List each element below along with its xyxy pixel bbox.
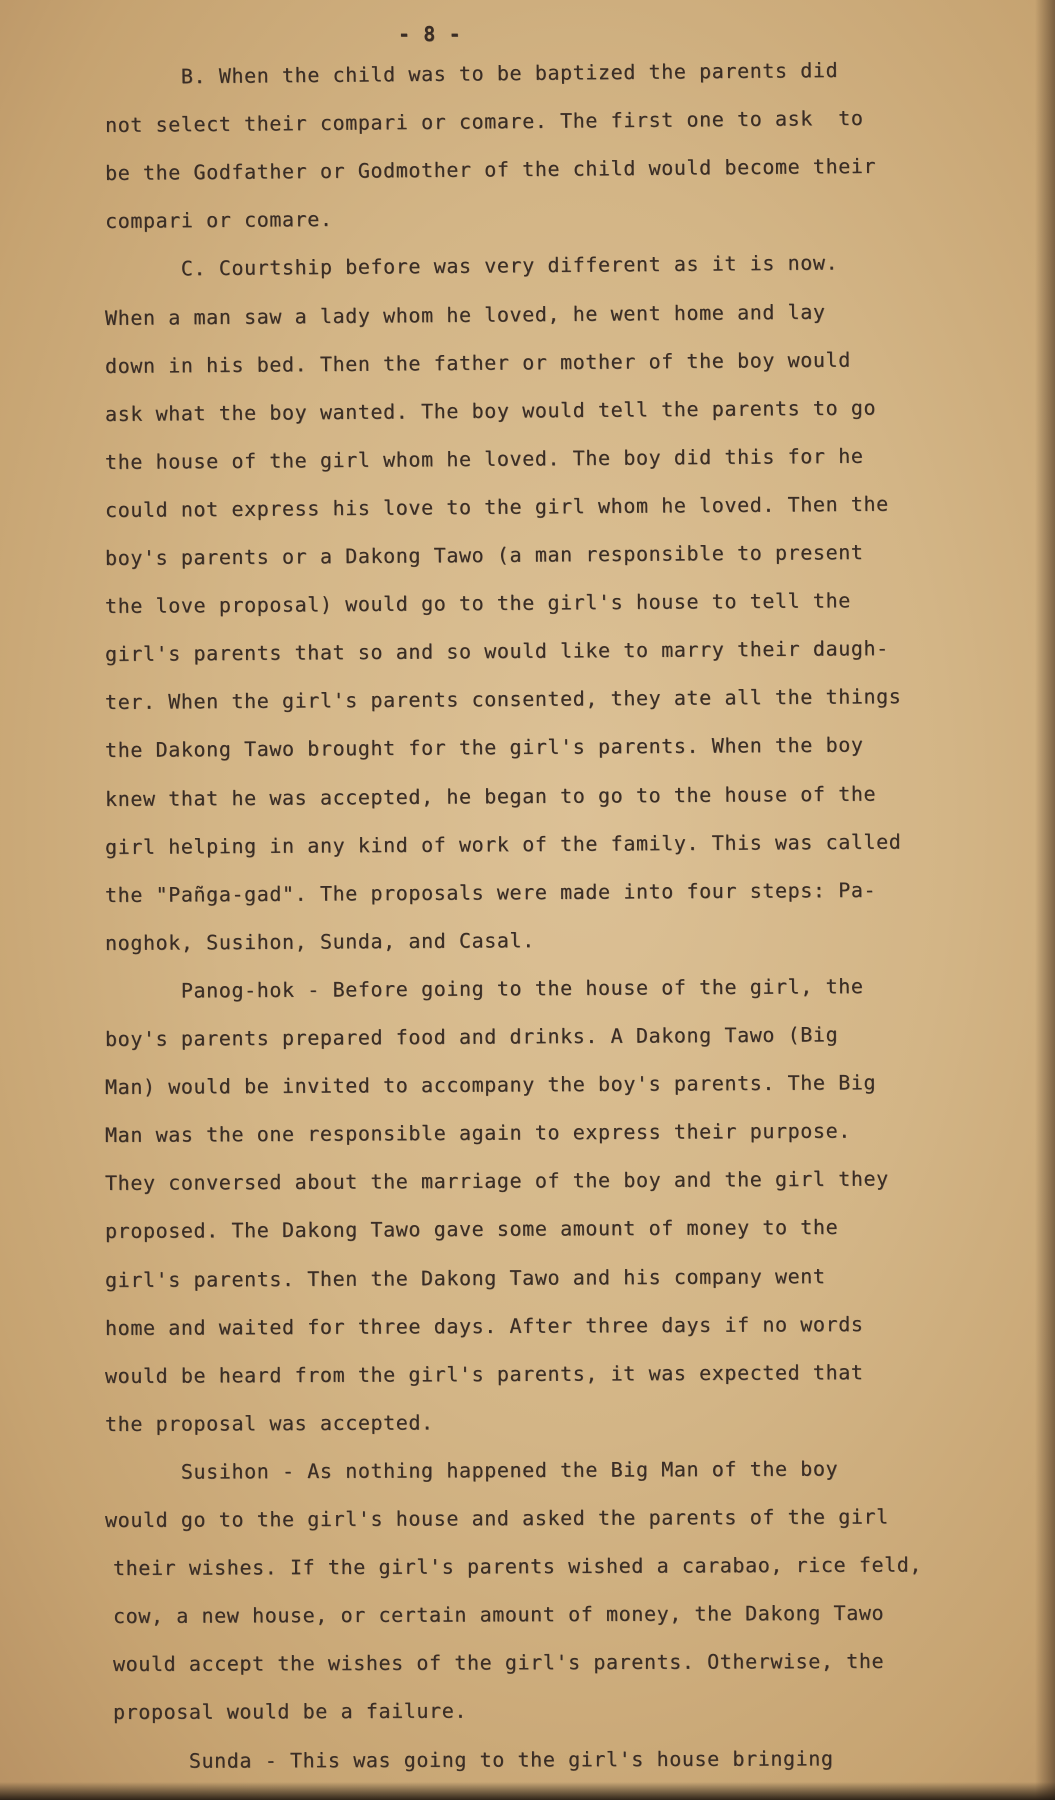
text-line: ask what the boy wanted. The boy would tell the parents to go xyxy=(104,395,877,426)
text-line: the "Pañga-gad". The proposals were made into four steps: Pa- xyxy=(104,877,877,907)
text-line: noghok, Susihon, Sunda, and Casal. xyxy=(104,927,535,955)
page-number: - 8 - xyxy=(398,22,462,46)
text-line: compari or comare. xyxy=(104,207,333,234)
text-line: boy's parents prepared food and drinks. A Dakong Tawo (Big xyxy=(104,1022,839,1051)
text-line: knew that he was accepted, he began to go to the house of the xyxy=(104,781,877,811)
text-line: proposed. The Dakong Tawo gave some amount of money to the xyxy=(104,1215,839,1244)
text-line: B. When the child was to be baptized the parents did xyxy=(104,57,839,89)
text-line: Sunda - This was going to the girl's house bringing xyxy=(112,1745,834,1773)
text-line: their wishes. If the girl's parents wished a carabao, rice feld, xyxy=(112,1552,923,1581)
text-line: would accept the wishes of the girl's parents. Otherwise, the xyxy=(112,1649,885,1677)
text-line: the house of the girl whom he loved. The boy did this for he xyxy=(104,443,864,474)
text-line: girl's parents. Then the Dakong Tawo and his company went xyxy=(104,1263,826,1292)
text-line: would be heard from the girl's parents, it was expected that xyxy=(104,1359,864,1388)
text-line: be the Godfather or Godmother of the child would become their xyxy=(104,154,877,186)
text-line: girl's parents that so and so would like to marry their daugh- xyxy=(104,636,889,667)
text-line: down in his bed. Then the father or mother of the boy would xyxy=(104,347,851,378)
text-line: could not express his love to the girl whom he loved. Then the xyxy=(104,491,889,522)
text-line: Susihon - As nothing happened the Big Man of the boy xyxy=(104,1456,839,1484)
text-line: girl helping in any kind of work of the family. This was called xyxy=(104,829,902,859)
text-line: C. Courtship before was very different as it is now. xyxy=(104,250,839,282)
text-line: They conversed about the marriage of the boy and the girl they xyxy=(104,1166,889,1196)
page-bottom-shadow xyxy=(0,1782,1055,1800)
text-line: Man) would be invited to accompany the boy's parents. The Big xyxy=(104,1070,877,1100)
text-line: the love proposal) would go to the girl's house to tell the xyxy=(104,588,851,619)
text-line: ter. When the girl's parents consented, they ate all the things xyxy=(104,684,902,715)
text-line: cow, a new house, or certain amount of money, the Dakong Tawo xyxy=(112,1600,885,1629)
text-line: would go to the girl's house and asked the parents of the girl xyxy=(104,1504,889,1532)
text-line: proposal would be a failure. xyxy=(112,1699,467,1725)
text-line: not select their compari or comare. The first one to ask to xyxy=(104,105,864,138)
text-line: the proposal was accepted. xyxy=(104,1410,434,1436)
text-line: When a man saw a lady whom he loved, he went home and lay xyxy=(104,299,826,330)
text-line: the Dakong Tawo brought for the girl's parents. When the boy xyxy=(104,732,864,763)
text-line: boy's parents or a Dakong Tawo (a man responsible to present xyxy=(104,540,864,570)
text-line: Panog-hok - Before going to the house of the girl, the xyxy=(104,973,864,1003)
text-line: home and waited for three days. After three days if no words xyxy=(104,1311,864,1340)
page-edge-shadow xyxy=(1035,0,1055,1800)
text-line: Man was the one responsible again to express their purpose. xyxy=(104,1118,851,1148)
